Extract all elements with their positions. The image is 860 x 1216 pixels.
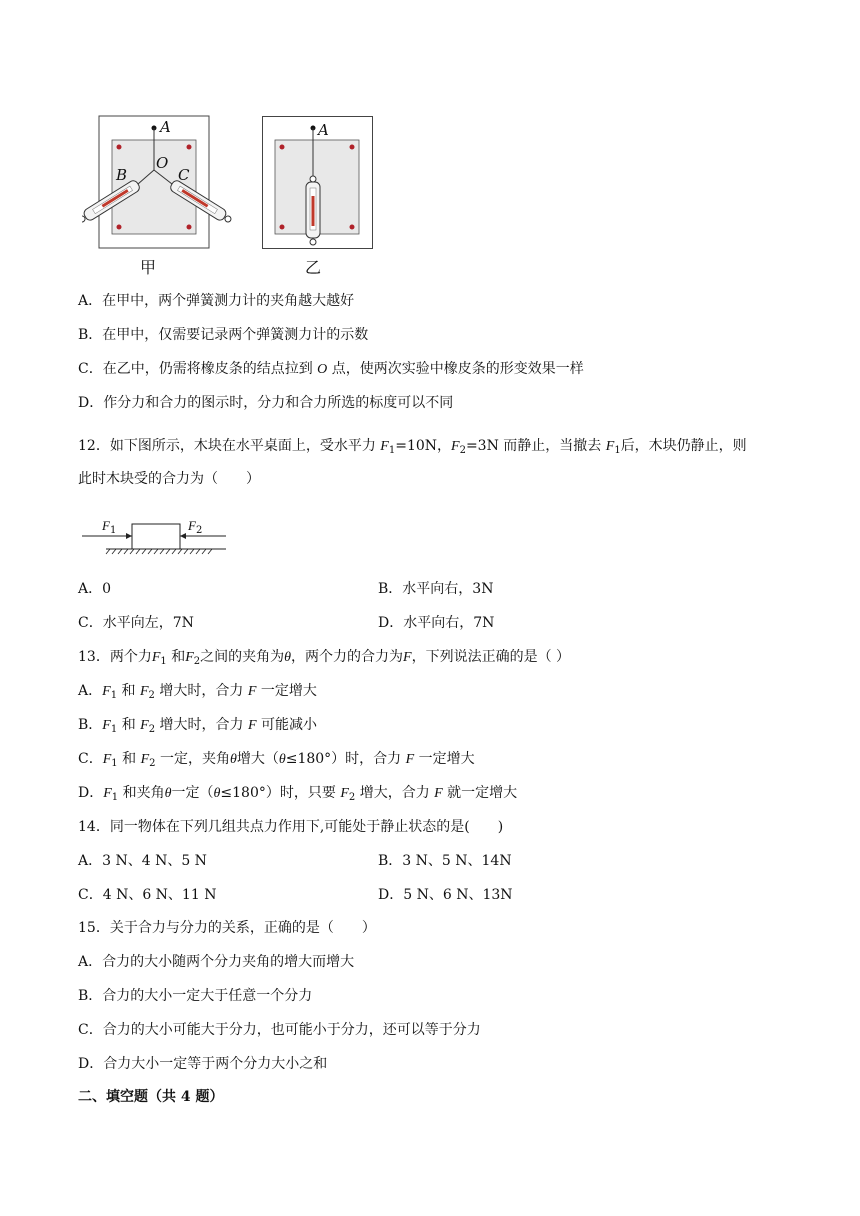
q12-option-a: A．0 [78, 581, 112, 597]
q12-option-b: B．水平向右，3N [378, 581, 494, 597]
figure-caption-jia: 甲 [140, 258, 157, 277]
q14-option-c: C．4 N、6 N、11 N [78, 887, 217, 903]
q12-stem-line2: 此时木块受的合力为（ ） [78, 471, 260, 487]
q13-option-c: C．$F_1$ 和 $F_2$ 一定，夹角θ增大（θ≤180°）时，合力 F 一定增大 [78, 751, 475, 769]
q12-option-c: C．水平向左，7N [78, 615, 194, 631]
q11-option-a: A．在甲中，两个弹簧测力计的夹角越大越好 [78, 293, 355, 309]
point-label-c: C [178, 166, 190, 184]
figure-caption-yi: 乙 [305, 258, 322, 277]
q15-option-c: C．合力的大小可能大于分力，也可能小于分力，还可以等于分力 [78, 1022, 481, 1038]
q13-option-a: A．$F_1$ 和 $F_2$ 增大时，合力 F 一定增大 [78, 683, 317, 701]
point-label-o: O [156, 154, 169, 172]
q15-option-b: B．合力的大小一定大于任意一个分力 [78, 988, 313, 1004]
q13-option-b: B．$F_1$ 和 $F_2$ 增大时，合力 F 可能减小 [78, 717, 317, 735]
q11-option-d: D．作分力和合力的图示时，分力和合力所选的标度可以不同 [78, 395, 454, 411]
q11-option-c: C．在乙中，仍需将橡皮条的结点拉到 O 点，使两次实验中橡皮条的形变效果一样 [78, 361, 584, 377]
q15-option-a: A．合力的大小随两个分力夹角的增大而增大 [78, 954, 355, 970]
q12-stem-line1: 12．如下图所示，木块在水平桌面上，受水平力 $F_1=10N$，$F_2=3N$ 而静止，当撤去 $F_1$后，木块仍静止，则 [78, 438, 747, 456]
point-label-a-jia: A [160, 118, 171, 136]
force-label-f1: $F_1$ [102, 518, 117, 536]
q14-stem: 14．同一物体在下列几组共点力作用下,可能处于静止状态的是( ) [78, 819, 504, 835]
q14-option-a: A．3 N、4 N、5 N [78, 853, 207, 869]
q13-option-d: D．$F_1$ 和夹角θ一定（θ≤180°）时，只要 $F_2$ 增大，合力 F 就一定增大 [78, 785, 518, 803]
experiment-figure-jia [82, 112, 232, 252]
q15-option-d: D．合力大小一定等于两个分力大小之和 [78, 1056, 328, 1072]
q13-stem: 13．两个力$F_1$ 和$F_2$之间的夹角为θ，两个力的合力为F，下列说法正确的是（ ） [78, 649, 571, 667]
q14-option-b: B．3 N、5 N、14N [378, 853, 512, 869]
force-label-f2: $F_2$ [188, 518, 203, 536]
q12-option-d: D．水平向右，7N [378, 615, 495, 631]
q15-stem: 15．关于合力与分力的关系，正确的是（ ） [78, 920, 376, 936]
q14-option-d: D．5 N、6 N、13N [378, 887, 513, 903]
point-label-a-yi: A [318, 121, 329, 139]
q11-option-b: B．在甲中，仅需要记录两个弹簧测力计的示数 [78, 327, 369, 343]
section-heading-fill-in: 二、填空题（共 4 题） [78, 1089, 224, 1105]
point-label-b: B [116, 166, 128, 184]
